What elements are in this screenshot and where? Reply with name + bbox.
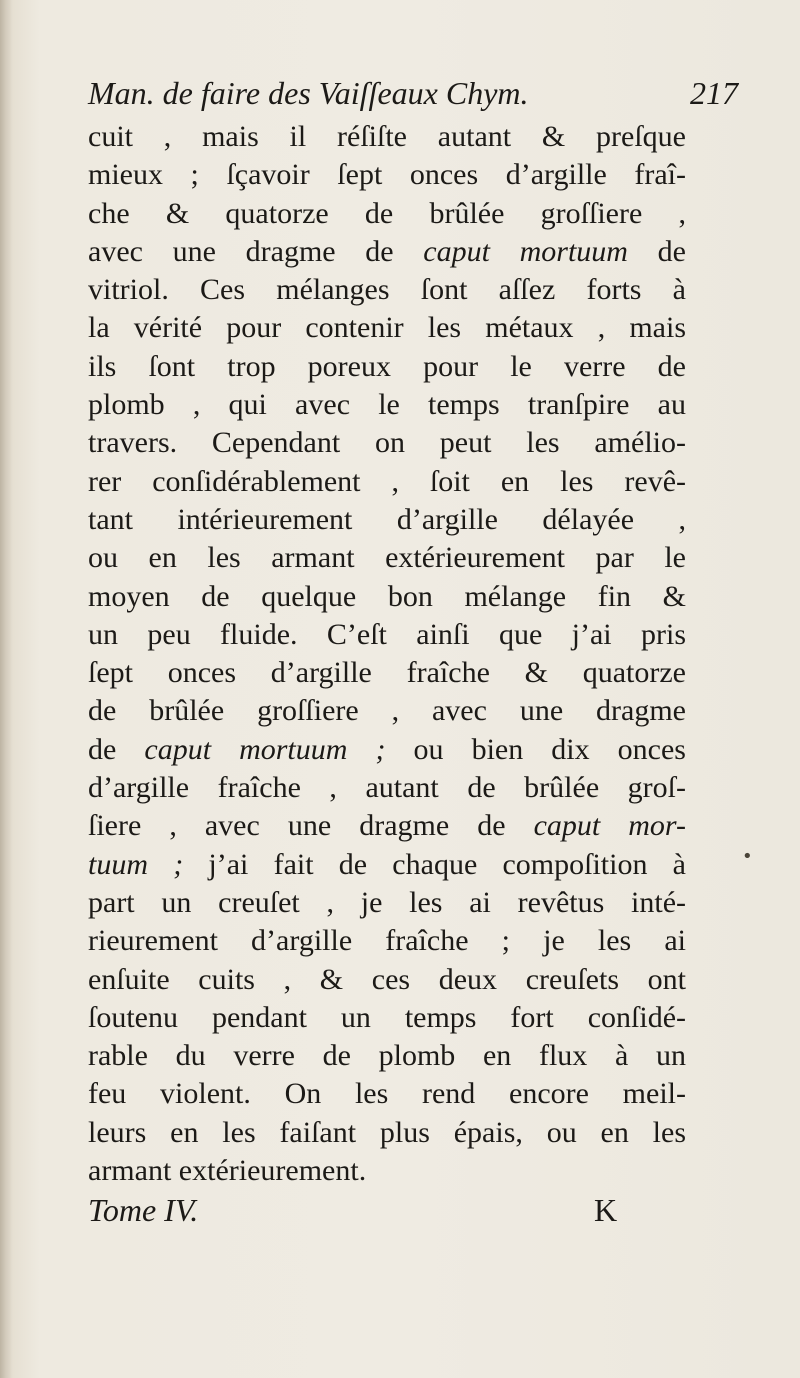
italic-phrase: caput mortuum ; bbox=[144, 732, 386, 766]
text-line bbox=[88, 922, 686, 960]
text-line bbox=[88, 731, 686, 769]
margin-speck: • bbox=[742, 846, 753, 867]
text-segment: ils ſont trop poreux pour le verre de bbox=[88, 349, 686, 383]
text-segment: tant intérieurement d’argille délayée , bbox=[88, 502, 686, 536]
text-segment: rable du verre de plomb en flux à un bbox=[88, 1039, 686, 1073]
text-line bbox=[88, 348, 686, 386]
signature-mark: K bbox=[594, 1192, 618, 1229]
text-segment: rieurement d’argille fraîche ; je les ai bbox=[88, 924, 686, 958]
text-line bbox=[88, 386, 686, 424]
page-number: 217 bbox=[690, 75, 738, 111]
text-line bbox=[88, 961, 686, 999]
text-line bbox=[88, 195, 686, 233]
text-line bbox=[88, 1114, 686, 1152]
text-segment: ſoutenu pendant un temps fort conſidé- bbox=[88, 1000, 686, 1034]
text-line bbox=[88, 309, 686, 347]
italic-phrase: caput mor- bbox=[533, 809, 686, 843]
text-segment: leurs en les faiſant plus épais, ou en les bbox=[88, 1115, 686, 1149]
text-line bbox=[88, 501, 686, 539]
page-footer bbox=[88, 1190, 768, 1230]
text-segment: travers. Cependant on peut les amélio- bbox=[88, 426, 686, 460]
text-line bbox=[88, 1075, 686, 1113]
text-segment: ou bien dix onces bbox=[385, 732, 686, 766]
text-line bbox=[88, 999, 686, 1037]
text-line bbox=[88, 156, 686, 194]
text-line bbox=[88, 769, 686, 807]
text-line bbox=[88, 578, 686, 616]
text-line bbox=[88, 424, 686, 462]
text-segment: feu violent. On les rend encore meil- bbox=[88, 1077, 686, 1111]
text-segment: che & quatorze de brûlée groſſiere , bbox=[88, 196, 686, 230]
running-header bbox=[88, 68, 768, 118]
text-segment: cuit , mais il réſiſte autant & preſque bbox=[88, 120, 686, 153]
body-text bbox=[88, 118, 768, 1190]
text-line bbox=[88, 692, 686, 730]
text-segment: d’argille fraîche , autant de brûlée groſ- bbox=[88, 771, 686, 805]
text-segment: plomb , qui avec le temps tranſpire au bbox=[88, 388, 686, 422]
text-segment: ſept onces d’argille fraîche & quatorze bbox=[88, 656, 686, 690]
page-binding-edge bbox=[0, 0, 12, 1378]
text-segment: vitriol. Ces mélanges ſont aſſez forts à bbox=[88, 273, 686, 307]
text-segment: un peu fluide. C’eſt ainſi que j’ai pris bbox=[88, 617, 686, 651]
text-segment: la vérité pour contenir les métaux , mais bbox=[88, 311, 686, 345]
text-segment: j’ai fait de chaque compoſition à bbox=[183, 847, 686, 881]
text-line bbox=[88, 846, 686, 884]
text-line bbox=[88, 1037, 686, 1075]
text-segment: ſiere , avec une dragme de bbox=[88, 809, 534, 843]
text-segment: mieux ; ſçavoir ſept onces d’argille fraî- bbox=[88, 158, 686, 192]
text-segment: avec une dragme de bbox=[88, 234, 424, 268]
text-segment: de bbox=[88, 732, 145, 766]
italic-phrase: tuum ; bbox=[88, 847, 184, 881]
volume-label: Tome IV. bbox=[88, 1192, 199, 1229]
text-line bbox=[88, 233, 686, 271]
text-line bbox=[88, 1152, 686, 1190]
text-line bbox=[88, 654, 686, 692]
running-header-title: Man. de faire des Vaiſſeaux Chym. bbox=[88, 75, 529, 111]
text-segment: moyen de quelque bon mélange fin & bbox=[88, 579, 686, 613]
text-segment: rer conſidérablement , ſoit en les revê- bbox=[88, 464, 686, 498]
text-segment: ou en les armant extérieurement par le bbox=[88, 541, 686, 575]
text-segment: enſuite cuits , & ces deux creuſets ont bbox=[88, 962, 686, 996]
text-block bbox=[88, 68, 768, 1230]
italic-phrase: caput mortuum bbox=[423, 234, 628, 268]
text-segment: de bbox=[627, 234, 686, 268]
text-line bbox=[88, 118, 686, 156]
text-segment: part un creuſet , je les ai revêtus inté- bbox=[88, 885, 686, 919]
text-line bbox=[88, 616, 686, 654]
text-line bbox=[88, 807, 686, 845]
text-segment: armant extérieurement. bbox=[88, 1154, 367, 1188]
text-line bbox=[88, 271, 686, 309]
text-line bbox=[88, 539, 686, 577]
text-line bbox=[88, 463, 686, 501]
text-line bbox=[88, 884, 686, 922]
text-segment: de brûlée groſſiere , avec une dragme bbox=[88, 694, 686, 728]
